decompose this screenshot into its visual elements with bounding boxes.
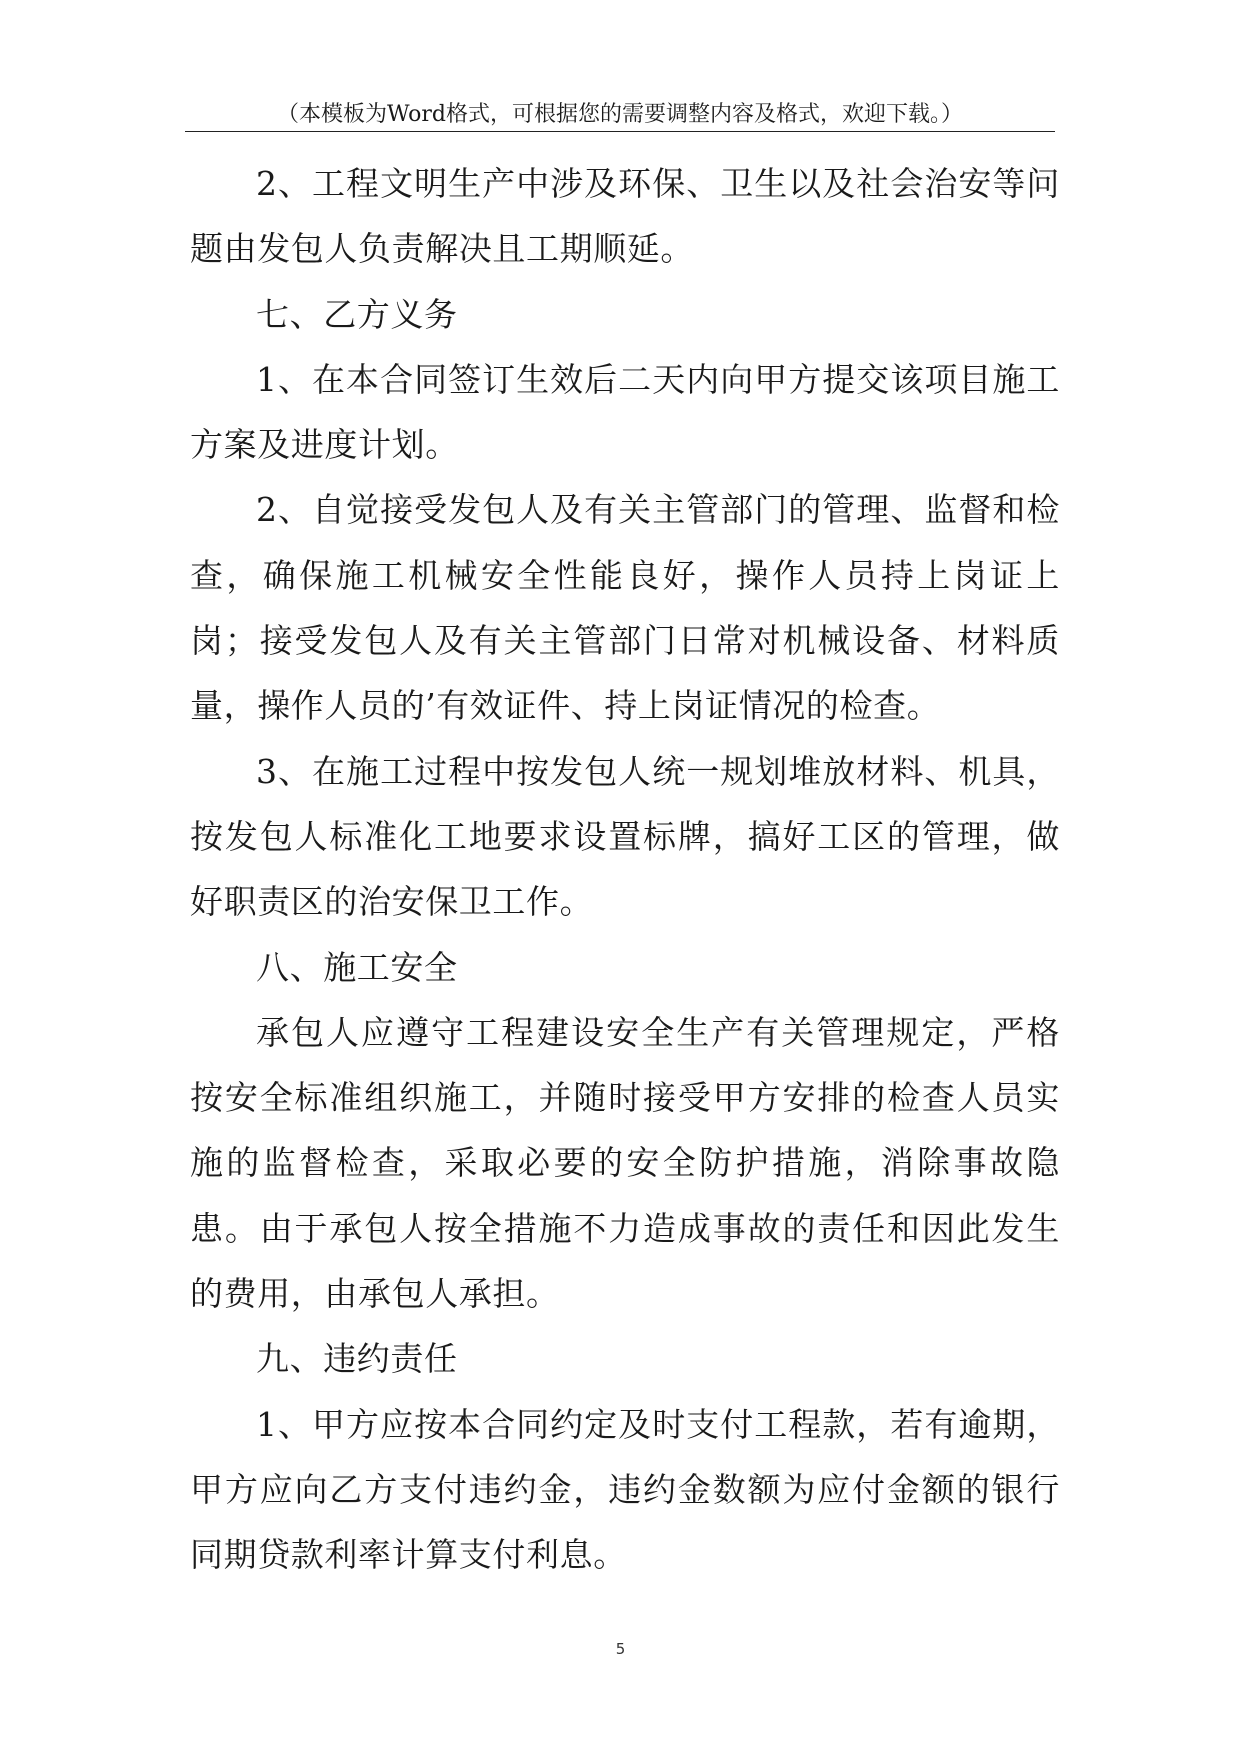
page-number: 5 xyxy=(615,1640,626,1658)
heading-section-8: 八、施工安全 xyxy=(256,947,458,987)
paragraph-clause-9-1: 1、甲方应按本合同约定及时支付工程款，若有逾期，甲方应向乙方支付违约金，违约金数额为应付金额的银行同期贷款利率计算支付利息。 xyxy=(190,1404,1060,1575)
paragraph-clause-7-1: 1、在本合同签订生效后二天内向甲方提交该项目施工方案及进度计划。 xyxy=(190,359,1060,465)
heading-section-7: 七、乙方义务 xyxy=(256,294,458,334)
header-divider xyxy=(185,131,1055,132)
heading-section-9: 九、违约责任 xyxy=(256,1339,458,1379)
paragraph-section-8: 承包人应遵守工程建设安全生产有关管理规定，严格按安全标准组织施工，并随时接受甲方安排的检查人员实施的监督检查，采取必要的安全防护措施，消除事故隐患。由于承包人按全措施不力造成事故的责任和因此发生的费用，由承包人承担。 xyxy=(190,1012,1060,1314)
paragraph-clause-7-3: 3、在施工过程中按发包人统一规划堆放材料、机具，按发包人标准化工地要求设置标牌，搞好工区的管理，做好职责区的治安保卫工作。 xyxy=(190,751,1060,922)
template-note: （本模板为Word格式，可根据您的需要调整内容及格式，欢迎下载。） xyxy=(277,102,963,127)
document-body xyxy=(190,151,1060,1588)
paragraph-clause-6-2: 2、工程文明生产中涉及环保、卫生以及社会治安等问题由发包人负责解决且工期顺延。 xyxy=(190,164,1060,269)
paragraph-clause-7-2: 2、自觉接受发包人及有关主管部门的管理、监督和检查，确保施工机械安全性能良好，操作人员持上岗证上岗；接受发包人及有关主管部门日常对机械设备、材料质量，操作人员的’有效证件、持上岗证情况的检查。 xyxy=(190,490,1060,726)
